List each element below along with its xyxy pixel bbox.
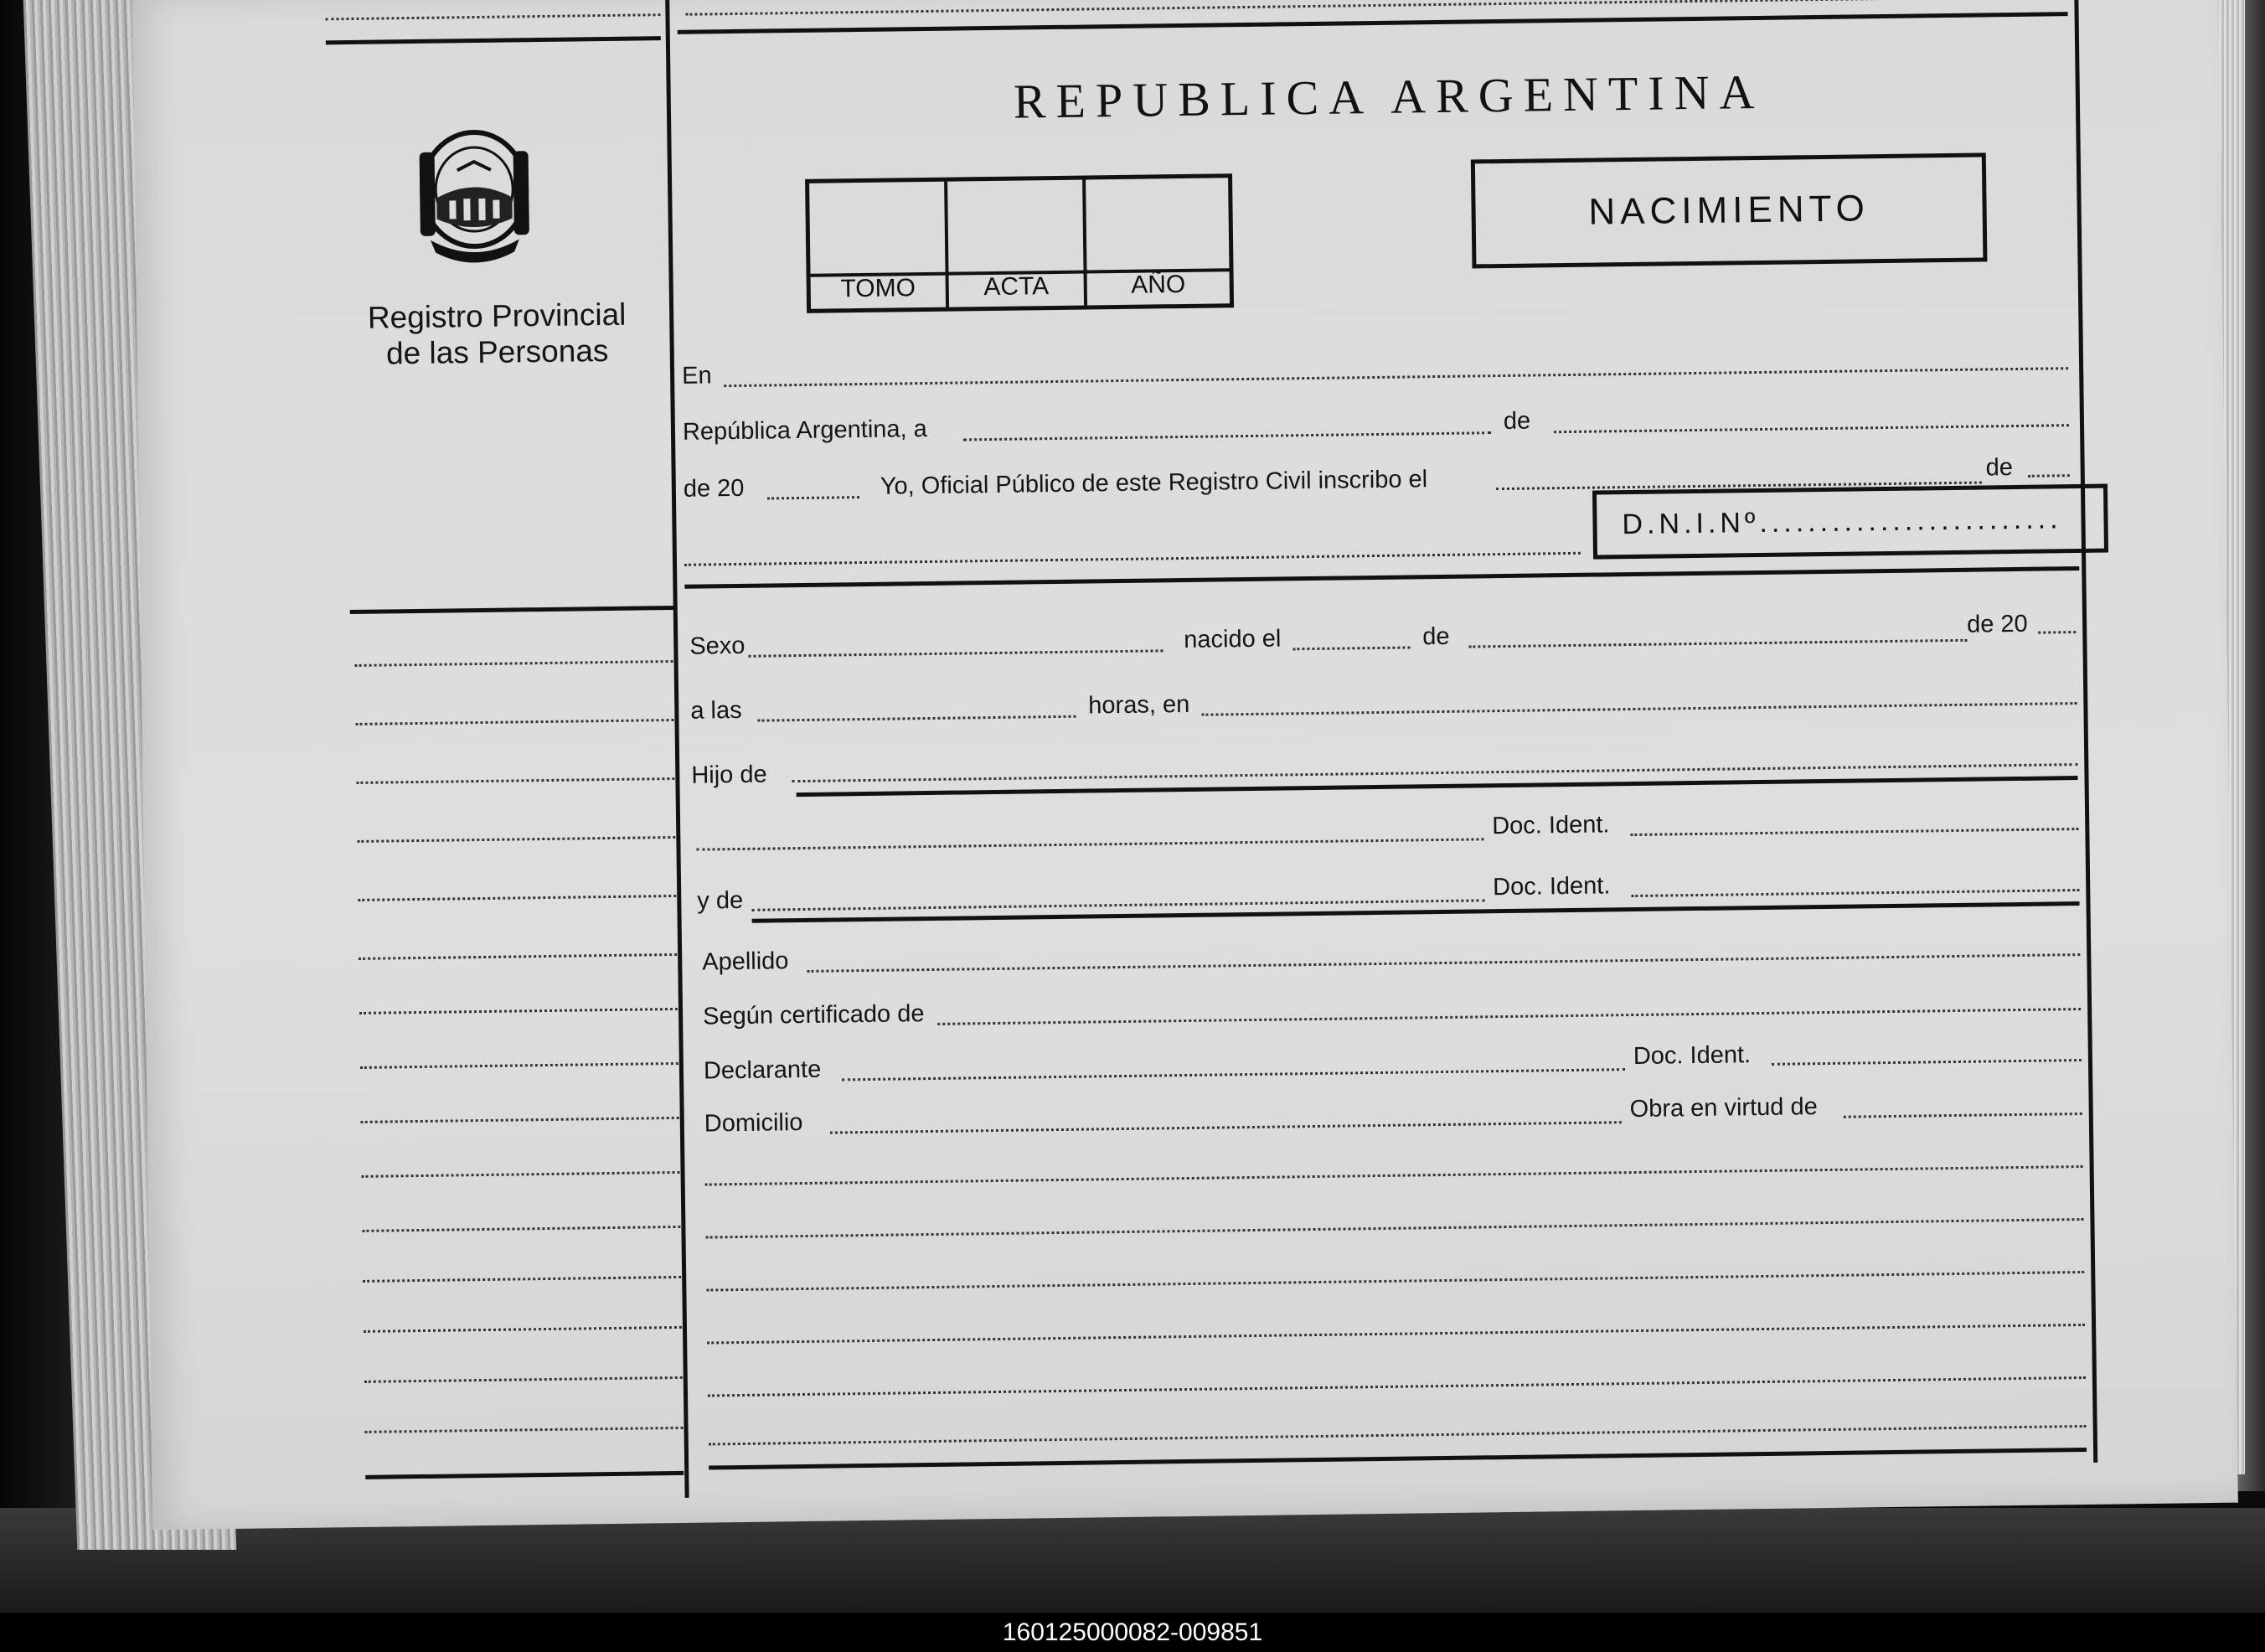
label-segun: Según certificado de <box>702 1000 925 1030</box>
label-doc-ident-2: Doc. Ident. <box>1492 872 1611 901</box>
label-domicilio: Domicilio <box>704 1109 803 1138</box>
label-a-las: a las <box>690 696 742 725</box>
tomo-box[interactable] <box>809 182 949 309</box>
label-de20-birth: de 20 <box>1966 610 2028 638</box>
field-en[interactable] <box>724 367 2068 387</box>
stub-note-line <box>359 953 677 960</box>
field-de-right[interactable] <box>2028 474 2070 478</box>
field-sexo[interactable] <box>748 649 1163 657</box>
registry-name <box>325 296 669 372</box>
dni-label: D.N.I.Nº <box>1622 507 1760 541</box>
label-de-birth: de <box>1422 622 1450 651</box>
field-parent1-name[interactable] <box>696 838 1483 850</box>
field-segun[interactable] <box>937 1008 2081 1025</box>
field-hour[interactable] <box>757 715 1076 722</box>
field-birth-year[interactable] <box>2038 631 2076 634</box>
stub-top-dotted <box>325 13 660 20</box>
field-declarante[interactable] <box>842 1068 1625 1081</box>
field-parent2-name[interactable] <box>751 899 1484 911</box>
right-border <box>2074 0 2097 1463</box>
main-top-rule <box>678 12 2068 34</box>
stub-note-line <box>363 1276 681 1283</box>
label-hijo-de: Hijo de <box>691 761 767 789</box>
main-top-dotted <box>685 0 2059 16</box>
stub-section-rule <box>350 606 675 614</box>
stub-divider <box>665 0 689 1498</box>
stub-note-line <box>357 836 675 843</box>
registry-name-line2: de las Personas <box>385 333 609 371</box>
stub-bottom-rule <box>365 1471 684 1479</box>
stub-note-line <box>364 1326 682 1333</box>
field-notes-line[interactable] <box>709 1425 2087 1446</box>
label-republica: República Argentina, a <box>682 416 927 446</box>
anio-label: AÑO <box>1131 270 1186 299</box>
stub-note-line <box>356 777 674 784</box>
stub-note-line <box>360 1062 678 1069</box>
registry-name-line1: Registro Provincial <box>367 297 627 335</box>
field-name-line[interactable] <box>684 552 1581 566</box>
label-declarante: Declarante <box>703 1056 822 1085</box>
label-horas-en: horas, en <box>1088 690 1190 720</box>
label-oficial: Yo, Oficial Público de este Registro Civil inscribo el <box>880 466 1428 500</box>
stub-note-line <box>362 1226 680 1232</box>
label-obra: Obra en virtud de <box>1629 1093 1818 1123</box>
label-en: En <box>681 362 712 390</box>
label-de-right: de <box>1985 454 2014 482</box>
field-apellido[interactable] <box>807 953 2080 973</box>
field-obra[interactable] <box>1844 1113 2082 1118</box>
acta-box[interactable] <box>947 179 1087 307</box>
field-notes-line[interactable] <box>706 1218 2084 1239</box>
acta-label: ACTA <box>983 272 1050 302</box>
field-notes-line[interactable] <box>705 1165 2083 1186</box>
label-y-de: y de <box>697 886 744 915</box>
field-doc-ident-2[interactable] <box>1631 889 2079 897</box>
tomo-label: TOMO <box>840 274 916 303</box>
stub-note-line <box>361 1117 679 1123</box>
field-notes-line[interactable] <box>708 1376 2086 1397</box>
birth-certificate-sheet <box>132 0 2238 1530</box>
stub-top-rule <box>326 36 661 44</box>
country-title: REPUBLICA ARGENTINA <box>1013 64 1765 129</box>
section-rule-1 <box>684 566 2079 589</box>
label-de-month: de <box>1503 407 1531 435</box>
image-id-caption: 160125000082-009851 <box>0 1613 2265 1652</box>
field-birth-place[interactable] <box>1201 702 2077 716</box>
anio-box[interactable] <box>1086 178 1230 305</box>
stub-note-line <box>362 1171 680 1178</box>
dni-dots: ......................... <box>1759 503 2062 539</box>
field-notes-line[interactable] <box>707 1324 2085 1345</box>
field-domicilio[interactable] <box>830 1121 1622 1133</box>
label-doc-ident-1: Doc. Ident. <box>1492 811 1610 840</box>
label-de20: de 20 <box>683 474 745 503</box>
stub-note-line <box>359 1008 678 1014</box>
field-notes-line[interactable] <box>706 1271 2084 1292</box>
parent-rule-2 <box>752 901 2080 923</box>
label-doc-ident-3: Doc. Ident. <box>1633 1041 1752 1071</box>
field-doc-ident-3[interactable] <box>1772 1059 2082 1066</box>
stub-note-line <box>364 1376 683 1383</box>
field-year[interactable] <box>767 496 859 499</box>
label-nacido-el: nacido el <box>1184 625 1282 654</box>
stub-note-line <box>358 895 676 901</box>
stub-note-line <box>355 719 673 725</box>
field-day[interactable] <box>963 431 1491 441</box>
label-apellido: Apellido <box>702 947 789 976</box>
field-birth-month[interactable] <box>1468 639 1967 648</box>
main-bottom-rule <box>709 1448 2087 1470</box>
stub-note-line <box>365 1427 684 1433</box>
misiones-seal-icon <box>410 117 538 270</box>
field-month[interactable] <box>1554 424 2069 433</box>
field-doc-ident-1[interactable] <box>1630 828 2078 836</box>
record-type-box: NACIMIENTO <box>1471 152 1988 268</box>
reference-boxes <box>805 173 1234 313</box>
label-sexo: Sexo <box>689 632 746 660</box>
field-birth-day[interactable] <box>1292 646 1410 650</box>
dni-box[interactable] <box>1592 484 2108 560</box>
stub-note-line <box>355 660 673 667</box>
